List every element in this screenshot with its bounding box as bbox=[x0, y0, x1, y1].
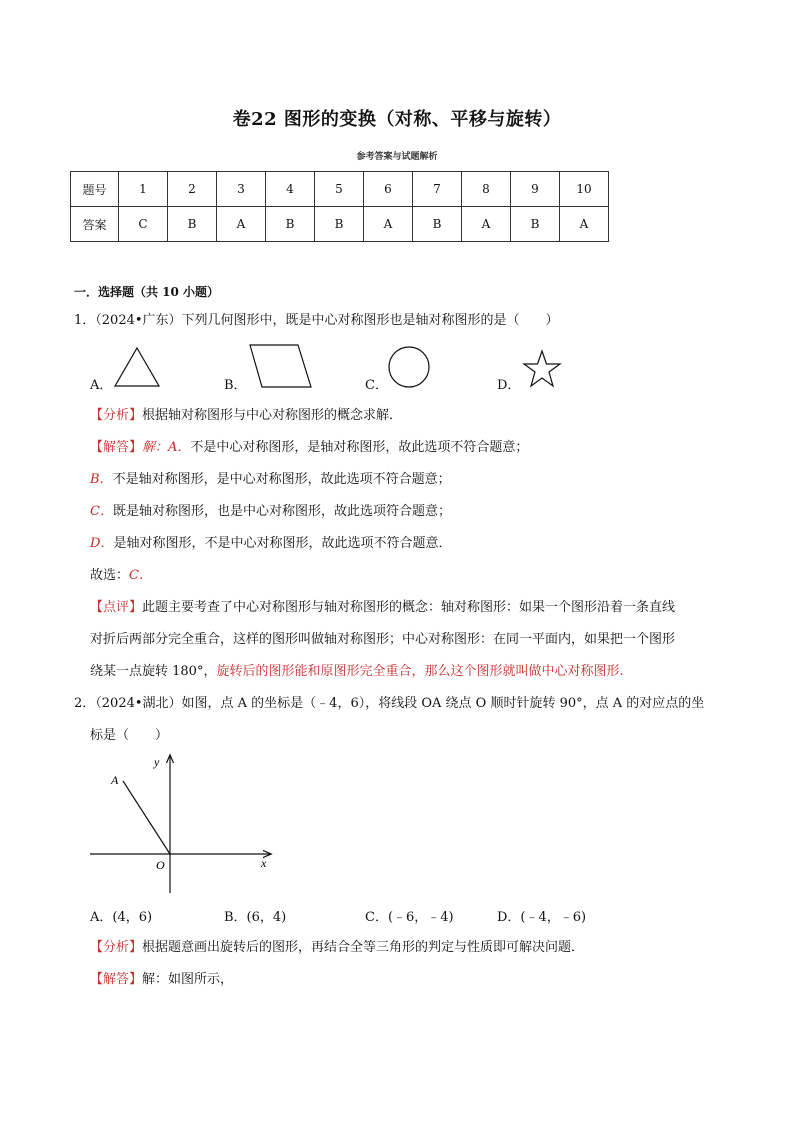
table-cell: B bbox=[413, 207, 462, 242]
q1-stem: 1．（2024•广东）下列几何图形中，既是中心对称图形也是轴对称图形的是（ ） bbox=[74, 313, 559, 328]
q1-comment-line-3 bbox=[90, 662, 624, 682]
comment-text: 此题主要考查了中心对称图形与轴对称图形的概念：轴对称图形：如果一个图形沿着一条直线 bbox=[142, 600, 676, 615]
parallelogram-icon bbox=[248, 343, 314, 389]
q2-option-c: C．(﹣6，﹣4) bbox=[365, 910, 454, 925]
table-cell: 1 bbox=[119, 172, 168, 207]
analysis-tag: 【分析】 bbox=[90, 408, 143, 423]
section-title: 一．选择题（共 10 小题） bbox=[74, 285, 220, 299]
table-cell: 7 bbox=[413, 172, 462, 207]
table-cell: A bbox=[462, 207, 511, 242]
page-subtitle: 参考答案与试题解析 bbox=[356, 152, 438, 162]
q2-stem-line-2: 标是（ ） bbox=[90, 728, 169, 743]
q1-comment-line-1 bbox=[90, 598, 675, 618]
solution-text: 既是轴对称图形，也是中心对称图形，故此选项符合题意； bbox=[112, 504, 451, 519]
table-cell: 5 bbox=[315, 172, 364, 207]
table-cell: A bbox=[560, 207, 609, 242]
solution-tag: 【解答】 bbox=[90, 972, 143, 987]
origin-label: O bbox=[156, 858, 165, 872]
q1-option-a-label: A． bbox=[90, 378, 113, 393]
solution-text: 不是轴对称图形，是中心对称图形，故此选项不符合题意； bbox=[112, 472, 451, 487]
circle-icon bbox=[387, 345, 431, 389]
comment-text: 绕某一点旋转 180°， bbox=[90, 664, 217, 679]
comment-tag: 【点评】 bbox=[90, 600, 143, 615]
solution-text: 解：如图所示， bbox=[142, 972, 234, 987]
table-cell: C bbox=[119, 207, 168, 242]
table-cell: 6 bbox=[364, 172, 413, 207]
table-cell: A bbox=[217, 207, 266, 242]
q1-option-b-label: B． bbox=[224, 378, 247, 393]
star-icon bbox=[521, 349, 563, 389]
q1-comment-line-2: 对折后两部分完全重合，这样的图形叫做轴对称图形；中心对称图形：在同一平面内，如果把一个图形 bbox=[90, 632, 676, 647]
coordinate-figure bbox=[88, 748, 288, 898]
table-cell: 9 bbox=[511, 172, 560, 207]
q1-analysis bbox=[90, 406, 402, 426]
q1-option-c-label: C． bbox=[365, 378, 388, 393]
q2-solution bbox=[90, 970, 233, 990]
q1-option-d-label: D． bbox=[497, 378, 521, 393]
solution-option-letter: B． bbox=[90, 472, 113, 487]
answer-table-header-row bbox=[71, 172, 609, 207]
q1-solution-line-1 bbox=[90, 438, 528, 458]
choose-value: C． bbox=[129, 568, 152, 583]
table-cell: 2 bbox=[168, 172, 217, 207]
q2-stem-line-1: 2．（2024•湖北）如图，点 A 的坐标是（﹣4，6），将线段 OA 绕点 O 顺时针旋转 90°，点 A 的对应点的坐 bbox=[74, 696, 705, 711]
triangle-icon bbox=[113, 346, 161, 388]
table-cell: B bbox=[266, 207, 315, 242]
table-cell: 4 bbox=[266, 172, 315, 207]
table-label-number: 题号 bbox=[71, 172, 119, 207]
q2-analysis bbox=[90, 938, 584, 958]
table-label-answer: 答案 bbox=[71, 207, 119, 242]
comment-text-red: 旋转后的图形能和原图形完全重合，那么这个图形就叫做中心对称图形. bbox=[216, 664, 624, 679]
table-cell: 8 bbox=[462, 172, 511, 207]
solution-text: 是轴对称图形，不是中心对称图形，故此选项不符合题意． bbox=[113, 536, 452, 551]
segment-oa bbox=[123, 781, 170, 854]
analysis-text: 根据题意画出旋转后的图形，再结合全等三角形的判定与性质即可解决问题． bbox=[142, 940, 585, 955]
table-cell: B bbox=[511, 207, 560, 242]
solution-option-letter: 解：A． bbox=[142, 440, 191, 455]
analysis-tag: 【分析】 bbox=[90, 940, 143, 955]
y-axis-label: y bbox=[154, 755, 160, 769]
solution-text: 不是中心对称图形，是轴对称图形，故此选项不符合题意； bbox=[190, 440, 529, 455]
table-cell: B bbox=[168, 207, 217, 242]
table-cell: A bbox=[364, 207, 413, 242]
solution-option-letter: D． bbox=[90, 536, 114, 551]
q1-solution-line-2 bbox=[90, 470, 451, 490]
solution-tag: 【解答】 bbox=[90, 440, 143, 455]
point-a-label: A bbox=[111, 773, 119, 787]
x-axis-label: x bbox=[261, 856, 267, 870]
q1-choose bbox=[90, 566, 152, 586]
table-cell: 3 bbox=[217, 172, 266, 207]
choose-prefix: 故选： bbox=[90, 568, 130, 583]
q1-solution-line-3 bbox=[90, 502, 451, 522]
answer-table-answer-row bbox=[71, 207, 609, 242]
analysis-text: 根据轴对称图形与中心对称图形的概念求解． bbox=[142, 408, 403, 423]
page-title: 卷22 图形的变换（对称、平移与旋转） bbox=[232, 109, 562, 130]
q2-option-a: A．(4，6) bbox=[90, 910, 153, 925]
q1-solution-line-4 bbox=[90, 534, 451, 554]
table-cell: B bbox=[315, 207, 364, 242]
q2-option-d: D．(﹣4，﹣6) bbox=[497, 910, 587, 925]
solution-option-letter: C． bbox=[90, 504, 113, 519]
answer-table bbox=[70, 171, 609, 242]
q2-option-b: B．(6，4) bbox=[224, 910, 287, 925]
table-cell: 10 bbox=[560, 172, 609, 207]
